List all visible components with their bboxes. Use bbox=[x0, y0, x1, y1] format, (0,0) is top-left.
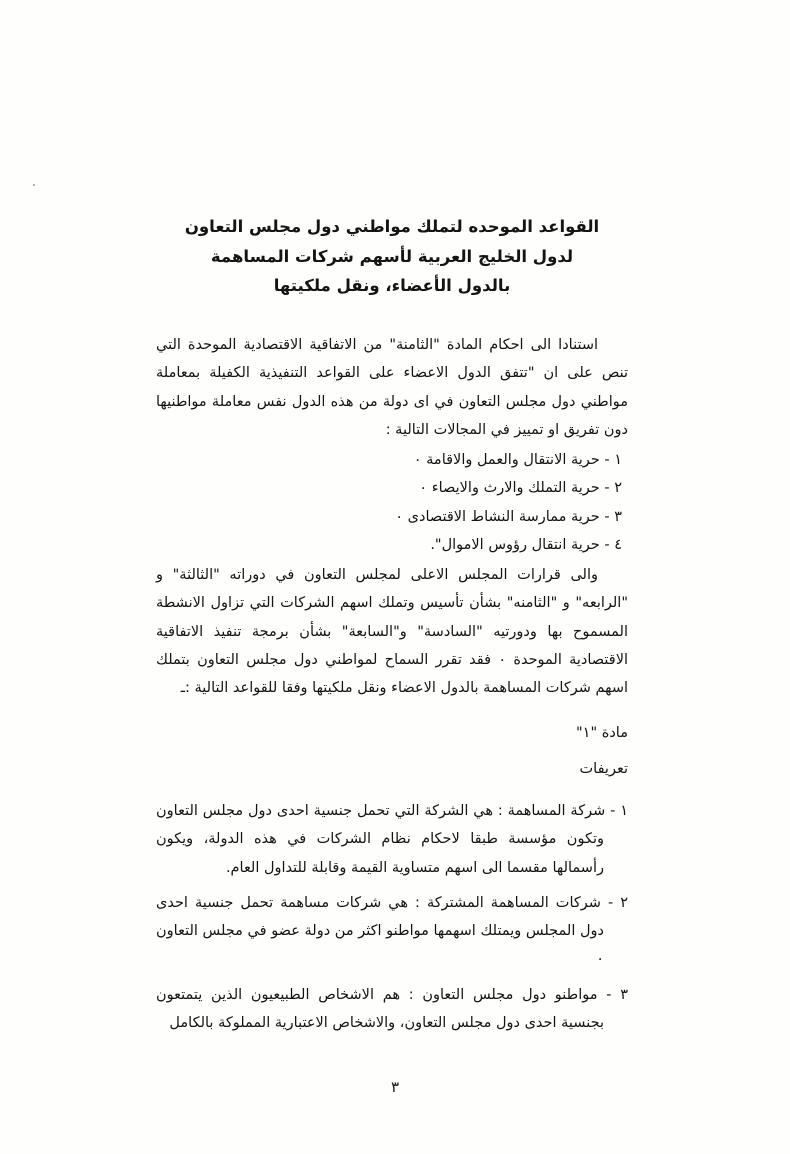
definition-item-3: ٣ - مواطنو دول مجلس التعاون : هم الاشخاص الطبيعيون الذين يتمتعون بجنسية احدى دول مجلس التعاون، والاشخاص الاعتبارية المملوكة بالكامل bbox=[156, 986, 628, 1031]
title-line-3: بالدول الأعضاء، ونقل ملكيتها bbox=[273, 276, 511, 296]
freedom-item-1: ١ - حرية الانتقال والعمل والاقامة ٠ bbox=[413, 452, 622, 469]
freedom-item-3: ٣ - حرية ممارسة النشاط الاقتصادى ٠ bbox=[395, 508, 622, 525]
definition-item-1: ١ - شركة المساهمة : هي الشركة التي تحمل جنسية احدى دول مجلس التعاون وتكون مؤسسة طبقا لاحكام نظام الشركات في هذه الدولة، ويكون رأسمالها مقسما الى اسهم متساوية القيمة وقابلة للتداول العام. bbox=[156, 803, 628, 876]
freedom-item-4: ٤ - حرية انتقال رؤوس الاموال". bbox=[430, 536, 622, 553]
definitions-list bbox=[156, 797, 628, 1037]
page-number: ٣ bbox=[390, 1078, 400, 1096]
article-heading: مادة "١" bbox=[576, 724, 628, 741]
title-line-1: القواعد الموحده لتملك مواطني دول مجلس التعاون bbox=[184, 217, 600, 236]
definitions-heading: تعريفات bbox=[579, 760, 628, 777]
title-line-2: لدول الخليج العربية لأسهم شركات المساهمة bbox=[210, 246, 574, 266]
second-paragraph: والى قرارات المجلس الاعلى لمجلس التعاون في دوراته "الثالثة" و "الرابعه" و "الثامنه" بشأن تأسيس وتملك اسهم الشركات التي تزاول الانشطة المسموح بها ودورتيه "السادسة" و"السابعة" بشأن برمجة تنفيذ الاتفاقية الاقتصادية الموحدة ٠ فقد تقرر السماح لمواطني دول مجلس التعاون بتملك اسهم شركات المساهمة بالدول الاعضاء ونقل ملكيتها وفقا للقواعد التالية :ـ bbox=[156, 567, 628, 697]
freedoms-list bbox=[156, 446, 628, 559]
definition-item-2: ٢ - شركات المساهمة المشتركة : هي شركات مساهمة تحمل جنسية احدى دول المجلس ويمتلك اسهمها مواطنو اكثر من دولة عضو في مجلس التعاون ٠ bbox=[156, 894, 628, 968]
document-body bbox=[156, 331, 628, 1037]
document-title bbox=[156, 212, 628, 301]
scan-speck bbox=[33, 184, 35, 186]
freedom-item-2: ٢ - حرية التملك والارث والايصاء ٠ bbox=[419, 480, 622, 497]
intro-paragraph: استنادا الى احكام المادة "الثامنة" من الاتفاقية الاقتصادية الموحدة التي تنص على ان "تتفق الدول الاعضاء على القواعد التنفيذية الكفيلة بمعاملة مواطني دول مجلس التعاون في اى دولة من هذه الدول نفس معاملة مواطنيها دون تفريق او تمييز في المجالات التالية : bbox=[156, 337, 628, 438]
